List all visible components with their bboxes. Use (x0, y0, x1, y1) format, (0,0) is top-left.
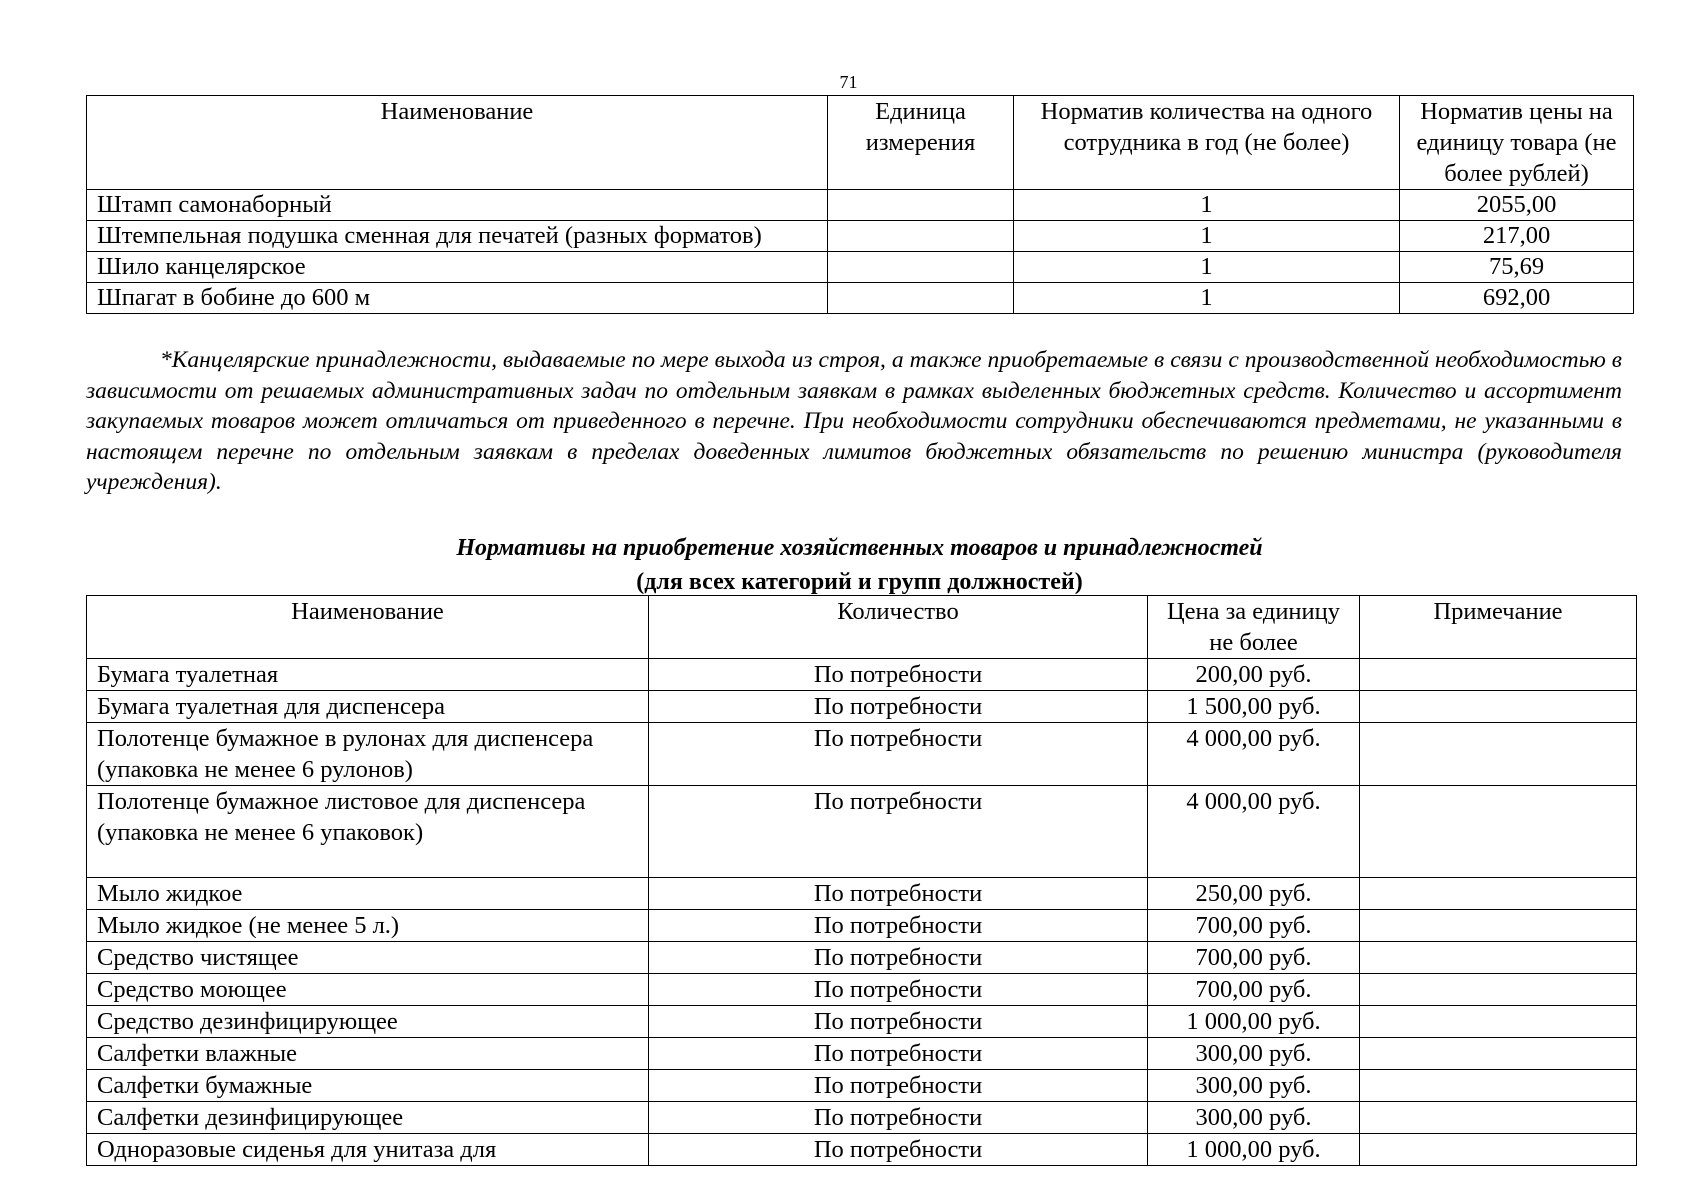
cell-name: Бумага туалетная для диспенсера (87, 691, 649, 723)
cell-name: Полотенце бумажное листовое для диспенсера (упаковка не менее 6 упаковок) (87, 786, 649, 878)
cell-price: 700,00 руб. (1148, 910, 1360, 942)
table-row (87, 723, 1637, 786)
table-row (87, 1070, 1637, 1102)
cell-price: 700,00 руб. (1148, 974, 1360, 1006)
cell-name: Бумага туалетная (87, 659, 649, 691)
table-row (87, 283, 1634, 314)
cell-name: Полотенце бумажное в рулонах для диспенсера (упаковка не менее 6 рулонов) (87, 723, 649, 786)
cell-note (1360, 1038, 1637, 1070)
cell-note (1360, 942, 1637, 974)
section-subtitle: (для всех категорий и групп должностей) (636, 569, 1083, 595)
cell-note (1360, 910, 1637, 942)
cell-quantity: По потребности (649, 878, 1148, 910)
cell-name: Шпагат в бобине до 600 м (87, 283, 828, 314)
table-row (87, 974, 1637, 1006)
cell-price: 1 500,00 руб. (1148, 691, 1360, 723)
table-row (87, 942, 1637, 974)
table-row (87, 878, 1637, 910)
cell-name: Салфетки дезинфицирующее (87, 1102, 649, 1134)
cell-price: 4 000,00 руб. (1148, 786, 1360, 878)
cell-unit (828, 190, 1014, 221)
cell-note (1360, 691, 1637, 723)
household-goods-table (86, 595, 1637, 1166)
cell-qty: 1 (1014, 252, 1400, 283)
cell-name: Средство чистящее (87, 942, 649, 974)
cell-name: Салфетки бумажные (87, 1070, 649, 1102)
table-row (87, 691, 1637, 723)
cell-quantity: По потребности (649, 691, 1148, 723)
header-price-norm: Норматив цены на единицу товара (не более рублей) (1400, 96, 1634, 190)
header-quantity: Количество (649, 596, 1148, 659)
table-row (87, 221, 1634, 252)
cell-price: 250,00 руб. (1148, 878, 1360, 910)
page-number: 71 (839, 72, 858, 92)
cell-quantity: По потребности (649, 1006, 1148, 1038)
table-header-row (87, 596, 1637, 659)
cell-quantity: По потребности (649, 1134, 1148, 1166)
cell-name: Штемпельная подушка сменная для печатей (разных форматов) (87, 221, 828, 252)
cell-price: 700,00 руб. (1148, 942, 1360, 974)
header-name: Наименование (87, 96, 828, 190)
cell-note (1360, 1134, 1637, 1166)
cell-unit (828, 283, 1014, 314)
cell-name: Штамп самонаборный (87, 190, 828, 221)
office-supplies-table (86, 95, 1634, 314)
cell-note (1360, 723, 1637, 786)
cell-name: Одноразовые сиденья для унитаза для (87, 1134, 649, 1166)
header-name: Наименование (87, 596, 649, 659)
cell-price: 2055,00 (1400, 190, 1634, 221)
cell-quantity: По потребности (649, 1102, 1148, 1134)
table-row (87, 1038, 1637, 1070)
cell-quantity: По потребности (649, 910, 1148, 942)
cell-price: 692,00 (1400, 283, 1634, 314)
cell-note (1360, 659, 1637, 691)
cell-note (1360, 974, 1637, 1006)
cell-note (1360, 878, 1637, 910)
cell-price: 4 000,00 руб. (1148, 723, 1360, 786)
cell-quantity: По потребности (649, 1038, 1148, 1070)
cell-price: 200,00 руб. (1148, 659, 1360, 691)
cell-name: Мыло жидкое (87, 878, 649, 910)
table-row (87, 1102, 1637, 1134)
cell-name: Шило канцелярское (87, 252, 828, 283)
cell-qty: 1 (1014, 190, 1400, 221)
cell-quantity: По потребности (649, 659, 1148, 691)
footnote-paragraph: *Канцелярские принадлежности, выдаваемые по мере выхода из строя, а также приобретаемые в связи с производственной необходимостью в зависимости от решаемых административных задач по отдельным заявкам в рамках выделенных бюджетных средств. Количество и ассортимент закупаемых товаров может отличаться от приведенного в перечне. При необходимости сотрудники обеспечиваются предметами, не указанными в настоящем перечне по отдельным заявкам в пределах доведенных лимитов бюджетных обязательств по решению министра (руководителя учреждения). (86, 347, 1622, 495)
header-note: Примечание (1360, 596, 1637, 659)
cell-unit (828, 221, 1014, 252)
cell-price: 1 000,00 руб. (1148, 1006, 1360, 1038)
cell-name: Мыло жидкое (не менее 5 л.) (87, 910, 649, 942)
table-row (87, 1006, 1637, 1038)
cell-qty: 1 (1014, 221, 1400, 252)
table-row (87, 786, 1637, 878)
cell-price: 300,00 руб. (1148, 1038, 1360, 1070)
cell-quantity: По потребности (649, 786, 1148, 878)
table-row (87, 252, 1634, 283)
header-unit: Единица измерения (828, 96, 1014, 190)
cell-quantity: По потребности (649, 1070, 1148, 1102)
section-title: Нормативы на приобретение хозяйственных товаров и принадлежностей (456, 535, 1263, 561)
cell-name: Средство дезинфицирующее (87, 1006, 649, 1038)
cell-note (1360, 1006, 1637, 1038)
header-qty-norm: Норматив количества на одного сотрудника в год (не более) (1014, 96, 1400, 190)
cell-name: Салфетки влажные (87, 1038, 649, 1070)
cell-quantity: По потребности (649, 723, 1148, 786)
cell-price: 75,69 (1400, 252, 1634, 283)
cell-unit (828, 252, 1014, 283)
cell-price: 300,00 руб. (1148, 1070, 1360, 1102)
cell-note (1360, 1070, 1637, 1102)
cell-qty: 1 (1014, 283, 1400, 314)
cell-note (1360, 786, 1637, 878)
cell-price: 217,00 (1400, 221, 1634, 252)
table-row (87, 190, 1634, 221)
cell-price: 1 000,00 руб. (1148, 1134, 1360, 1166)
cell-name: Средство моющее (87, 974, 649, 1006)
cell-note (1360, 1102, 1637, 1134)
table-row (87, 659, 1637, 691)
cell-quantity: По потребности (649, 942, 1148, 974)
table-row (87, 910, 1637, 942)
table-row (87, 1134, 1637, 1166)
header-unit-price: Цена за единицу не более (1148, 596, 1360, 659)
cell-quantity: По потребности (649, 974, 1148, 1006)
cell-price: 300,00 руб. (1148, 1102, 1360, 1134)
table-header-row (87, 96, 1634, 190)
